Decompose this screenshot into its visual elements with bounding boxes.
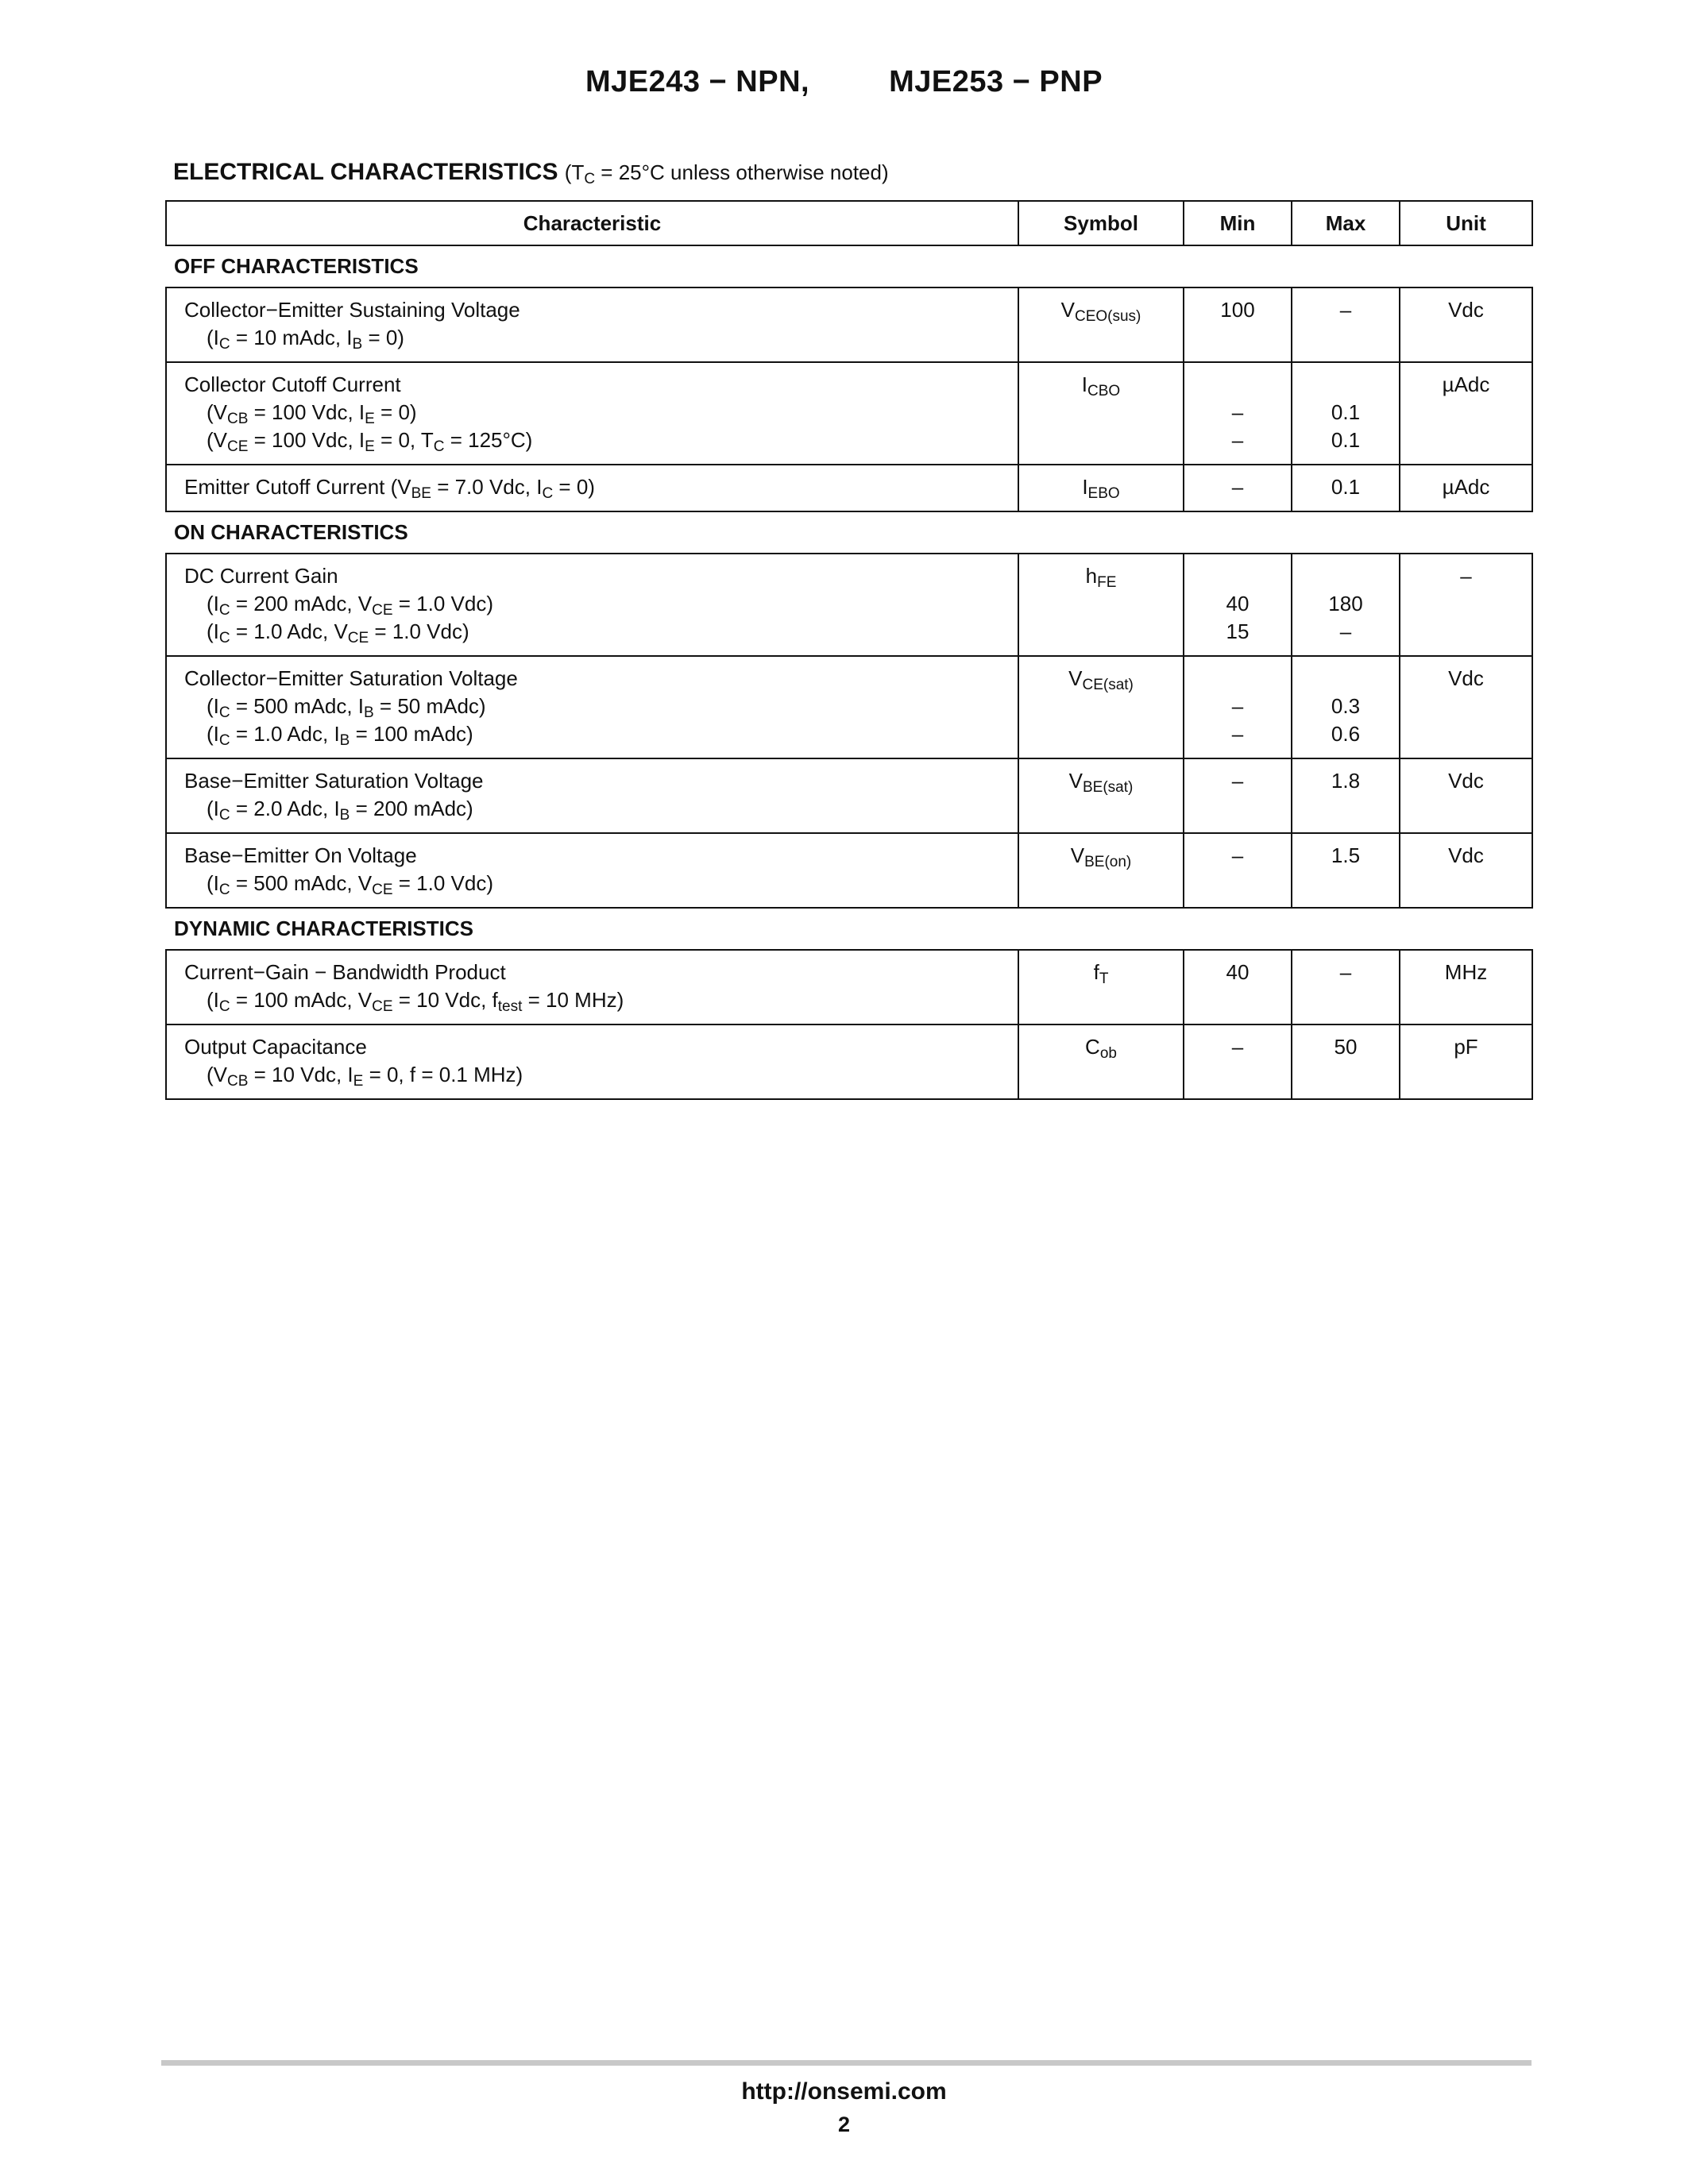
electrical-characteristics-table [165,200,1533,1100]
max-cell: 1.8 [1292,758,1400,833]
group-title: ON CHARACTERISTICS [174,520,408,544]
table-row [166,758,1532,833]
unit-cell: Vdc [1400,758,1532,833]
table-row [166,362,1532,465]
min-cell: 100 [1184,287,1292,362]
unit-cell: µAdc [1400,465,1532,511]
section-title: ELECTRICAL CHARACTERISTICS [173,159,558,185]
min-cell: – [1184,758,1292,833]
max-cell: 50 [1292,1024,1400,1099]
group-row-on [166,511,1532,554]
characteristic-cell: Current−Gain − Bandwidth Product ($I_C = 100$ mAdc, $V_{CE} = 10$ Vdc, $f_{test} = 10$ MHz) [166,950,1018,1024]
unit-cell: pF [1400,1024,1532,1099]
symbol-cell: $C_{ob}$ [1018,1024,1184,1099]
table-row [166,465,1532,511]
max-cell: 0.1 [1292,465,1400,511]
group-row-dynamic [166,908,1532,950]
symbol-cell: $I_{CBO}$ [1018,362,1184,465]
min-cell: 40 [1184,950,1292,1024]
unit-cell: MHz [1400,950,1532,1024]
table-row [166,554,1532,656]
min-cell: – [1184,1024,1292,1099]
symbol-cell: $I_{EBO}$ [1018,465,1184,511]
table-row [166,287,1532,362]
part-number-npn: MJE243 − NPN, [585,65,810,98]
characteristic-cell: Output Capacitance ($V_{CB} = 10$ Vdc, $I_E = 0$, f = 0.1 MHz) [166,1024,1018,1099]
group-title: DYNAMIC CHARACTERISTICS [174,916,473,940]
page-number: 2 [837,2113,851,2136]
characteristic-cell: DC Current Gain ($I_C = 200$ mAdc, $V_{CE} = 1.0$ Vdc) ($I_C = 1.0$ Adc, $V_{CE} = 1.0$ Vdc) [166,554,1018,656]
max-cell: – [1292,950,1400,1024]
table-row [166,1024,1532,1099]
col-header-max: Max [1292,201,1400,245]
symbol-cell: $f_T$ [1018,950,1184,1024]
group-title: OFF CHARACTERISTICS [174,254,419,278]
page-title [0,65,1688,99]
symbol-cell: $V_{CEO(sus)}$ [1018,287,1184,362]
min-cell: – [1184,833,1292,908]
symbol-cell: $h_{FE}$ [1018,554,1184,656]
characteristic-cell: Base−Emitter On Voltage ($I_C = 500$ mAdc, $V_{CE} = 1.0$ Vdc) [166,833,1018,908]
max-cell: 180 – [1292,554,1400,656]
min-cell: 40 15 [1184,554,1292,656]
min-cell: – [1184,465,1292,511]
unit-cell: Vdc [1400,287,1532,362]
unit-cell: – [1400,554,1532,656]
characteristic-cell: Collector Cutoff Current ($V_{CB} = 100$ Vdc, $I_E = 0$) ($V_{CE} = 100$ Vdc, $I_E = 0$, $T_C = 125^\circ C$) [166,362,1018,465]
unit-cell: µAdc [1400,362,1532,465]
symbol-cell: $V_{BE(on)}$ [1018,833,1184,908]
symbol-cell: $V_{CE(sat)}$ [1018,656,1184,758]
characteristic-cell: Collector−Emitter Saturation Voltage ($I_C = 500$ mAdc, $I_B = 50$ mAdc) ($I_C = 1.0$ Adc, $I_B = 100$ mAdc) [166,656,1018,758]
characteristic-cell: Collector−Emitter Sustaining Voltage ($I_C = 10$ mAdc, $I_B = 0$) [166,287,1018,362]
footer-divider [161,2060,1532,2066]
min-cell: – – [1184,656,1292,758]
section-note: ($T_C = 25^\circ C$ unless otherwise noted) [564,160,889,187]
section-heading [173,159,889,186]
col-header-symbol: Symbol [1018,201,1184,245]
unit-cell: Vdc [1400,656,1532,758]
max-cell: 1.5 [1292,833,1400,908]
footer-url-link[interactable]: http://onsemi.com [741,2078,947,2105]
symbol-cell: $V_{BE(sat)}$ [1018,758,1184,833]
max-cell: 0.3 0.6 [1292,656,1400,758]
max-cell: 0.1 0.1 [1292,362,1400,465]
min-cell: – – [1184,362,1292,465]
part-number-pnp: MJE253 − PNP [889,65,1103,98]
unit-cell: Vdc [1400,833,1532,908]
table-row [166,656,1532,758]
characteristic-cell: Emitter Cutoff Current ($V_{BE} = 7.0$ Vdc, $I_C = 0$) [166,465,1018,511]
group-row-off [166,245,1532,287]
table-header-row [166,201,1532,245]
table-row [166,950,1532,1024]
col-header-characteristic: Characteristic [166,201,1018,245]
col-header-unit: Unit [1400,201,1532,245]
characteristic-cell: Base−Emitter Saturation Voltage ($I_C = 2.0$ Adc, $I_B = 200$ mAdc) [166,758,1018,833]
col-header-min: Min [1184,201,1292,245]
max-cell: – [1292,287,1400,362]
table-row [166,833,1532,908]
